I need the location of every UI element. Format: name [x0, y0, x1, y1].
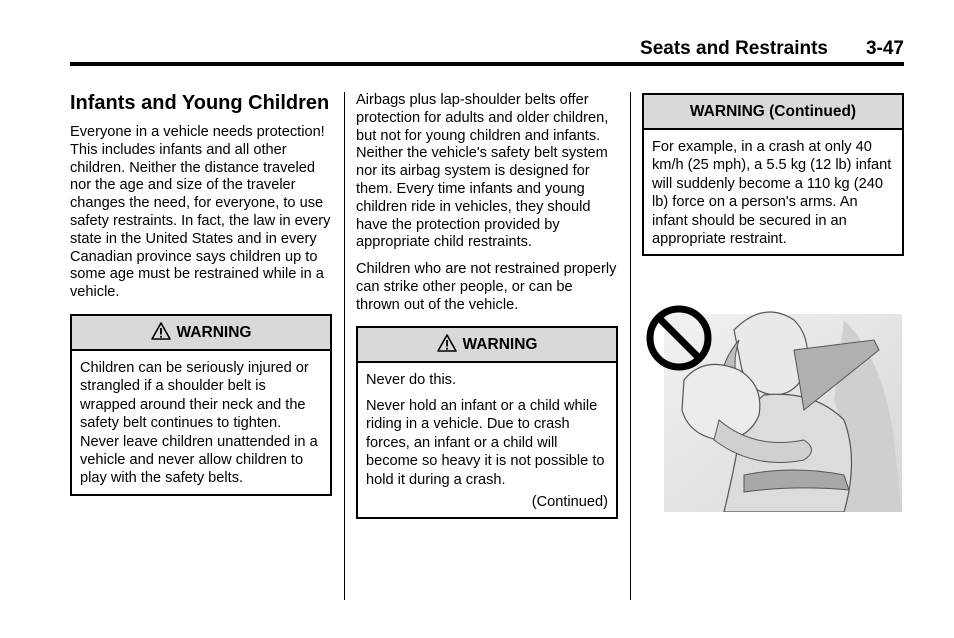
warning-triangle-icon: [151, 322, 171, 340]
warning-text: Children can be seriously injured or strangled if a shoulder belt is wrapped around their neck and the safety belt continues to tighten. Never leave children unattended in a vehicle and never allow children to play with the safety belts.: [80, 359, 318, 487]
column-3: [642, 92, 904, 256]
warning-triangle-icon: [437, 334, 457, 352]
warning-title: WARNING: [176, 323, 252, 341]
page-number: 3-47: [865, 38, 904, 59]
section-heading: Infants and Young Children: [70, 92, 330, 114]
warning-text: Never hold an infant or a child while riding in a vehicle. Due to crash forces, an infant or a child will become so heavy it is not possible to hold it during a crash.: [366, 397, 605, 488]
warning-box-strangulation: [70, 314, 332, 496]
warning-body: [72, 351, 330, 494]
warning-title: WARNING: [462, 335, 538, 353]
unrestrained-paragraph: Children who are not restrained properly can strike other people, or can be thrown out of the vehicle.: [356, 261, 617, 313]
airbag-paragraph: Airbags plus lap-shoulder belts offer protection for adults and older children, but not for young children and infants. Neither the vehicle's safety belt system nor its airbag system is designed for them. Every time infants and young children ride in vehicles, they should have the protection provided by appropriate child restraints.: [356, 92, 609, 251]
warning-text-short: Never do this.: [366, 371, 457, 388]
column-divider: [630, 92, 631, 600]
warning-header: [644, 95, 902, 130]
warning-header: [72, 316, 330, 351]
page-header: [70, 38, 904, 62]
intro-paragraph: Everyone in a vehicle needs protection! This includes infants and all other children. Neither the distance traveled nor the age and size of the traveler changes the need, for everyone, to use safety restraints. In fact, the law in every state in the United States and in every Canadian province says children up to some age must be restrained while in a vehicle.: [70, 124, 331, 301]
column-1: [70, 92, 332, 496]
warning-box-holding-infant: [356, 326, 618, 520]
column-divider: [344, 92, 345, 600]
column-2: [356, 92, 618, 519]
warning-box-continued: [642, 93, 904, 256]
warning-title: WARNING (Continued): [689, 103, 857, 120]
do-not-hold-infant-illustration: [644, 300, 902, 512]
warning-body: [358, 363, 616, 518]
header-rule: [70, 62, 904, 66]
warning-header: [358, 328, 616, 363]
section-title: Seats and Restraints: [640, 38, 828, 59]
warning-body: [644, 130, 902, 254]
continued-label: (Continued): [531, 494, 608, 510]
warning-text: For example, in a crash at only 40 km/h (25 mph), a 5.5 kg (12 lb) infant will suddenly become a 110 kg (240 lb) force on a person's arms. An infant should be secured in an appropriate restraint.: [652, 139, 892, 248]
